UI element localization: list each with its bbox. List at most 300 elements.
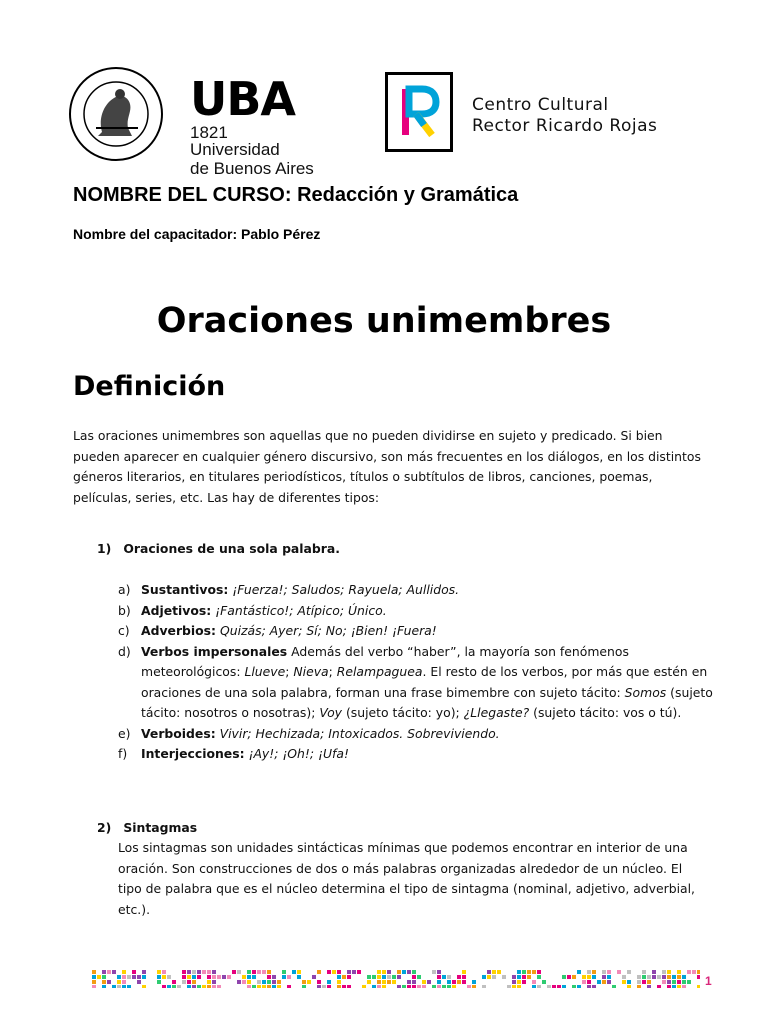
pattern-tile [282, 975, 286, 979]
pattern-tile [137, 975, 141, 979]
pattern-tile [677, 970, 681, 974]
subitem-text: ; [285, 664, 294, 679]
pattern-tile [452, 980, 456, 984]
pattern-tile [487, 975, 491, 979]
pattern-tile [287, 985, 291, 988]
pattern-tile [442, 975, 446, 979]
subitem-letter: c) [118, 623, 130, 638]
pattern-tile [637, 985, 641, 988]
pattern-tile [252, 975, 256, 979]
pattern-tile [587, 980, 591, 984]
pattern-tile [362, 985, 366, 988]
pattern-tile [347, 975, 351, 979]
pattern-tile [552, 985, 556, 988]
pattern-tile [672, 980, 676, 984]
pattern-tile [532, 985, 536, 988]
pattern-tile [327, 970, 331, 974]
pattern-tile [587, 985, 591, 988]
pattern-tile [267, 975, 271, 979]
pattern-tile [272, 985, 276, 988]
pattern-tile [337, 970, 341, 974]
pattern-tile [247, 985, 251, 988]
pattern-tile [112, 985, 116, 988]
pattern-tile [247, 970, 251, 974]
pattern-tile [637, 980, 641, 984]
pattern-tile [467, 985, 471, 988]
pattern-tile [287, 975, 291, 979]
pattern-tile [672, 985, 676, 988]
pattern-tile [257, 980, 261, 984]
pattern-tile [392, 980, 396, 984]
pattern-tile [592, 970, 596, 974]
pattern-tile [457, 980, 461, 984]
pattern-tile [172, 985, 176, 988]
pattern-tile [242, 975, 246, 979]
pattern-tile [637, 975, 641, 979]
pattern-tile [107, 980, 111, 984]
centro-line2: Rector Ricardo Rojas [472, 116, 658, 136]
pattern-tile [437, 970, 441, 974]
subitem-text: Además del verbo “haber”, la mayoría son fenómenos meteorológicos: [141, 643, 629, 679]
pattern-tile [502, 975, 506, 979]
pattern-tile [607, 970, 611, 974]
pattern-tile [512, 985, 516, 988]
pattern-tile [612, 985, 616, 988]
pattern-tile [262, 980, 266, 984]
document-title: Oraciones unimembres [156, 301, 612, 341]
subitem-label: Verbos impersonales [141, 643, 288, 659]
pattern-tile [592, 985, 596, 988]
pattern-tile [347, 985, 351, 988]
pattern-tile [622, 980, 626, 984]
pattern-tile [227, 975, 231, 979]
pattern-tile [237, 980, 241, 984]
pattern-tile [327, 980, 331, 984]
pattern-tile [412, 975, 416, 979]
pattern-tile [657, 975, 661, 979]
subitem-text: Quizás; Ayer; Sí; No; ¡Bien! ¡Fuera! [219, 623, 437, 638]
pattern-tile [127, 985, 131, 988]
pattern-tile [627, 980, 631, 984]
list-subitem [118, 724, 718, 745]
intro-paragraph: Las oraciones unimembres son aquellas que no pueden dividirse en sujeto y predicado. Si bien pueden aparecer en cualquier género discursivo, son más frecuentes en los diálogos, en los distintos géneros literarios, en titulares periodísticos, títulos o subtítulos de libros, canciones, poemas, películas, series, etc. Las hay de diferentes tipos: [73, 428, 701, 505]
pattern-tile [377, 980, 381, 984]
pattern-tile [672, 975, 676, 979]
pattern-tile [397, 985, 401, 988]
pattern-tile [352, 970, 356, 974]
pattern-tile [532, 980, 536, 984]
pattern-tile [277, 985, 281, 988]
pattern-tile [317, 985, 321, 988]
pattern-tile [187, 970, 191, 974]
pattern-tile [122, 975, 126, 979]
pattern-tile [662, 980, 666, 984]
pattern-tile [372, 975, 376, 979]
pattern-tile [402, 970, 406, 974]
pattern-tile [322, 985, 326, 988]
pattern-tile [187, 975, 191, 979]
uba-seal-logo [68, 66, 188, 162]
pattern-tile [377, 970, 381, 974]
pattern-tile [252, 985, 256, 988]
pattern-tile [392, 975, 396, 979]
pattern-tile [567, 975, 571, 979]
subitem-text: . El resto de los verbos, por más que estén en oraciones de una sola palabra, forman una frase bimembre con sujeto tácito: [141, 664, 708, 700]
uba-acronym: UBA [190, 72, 296, 126]
pattern-tile [192, 980, 196, 984]
pattern-tile [652, 975, 656, 979]
pattern-tile [592, 975, 596, 979]
pattern-tile [572, 985, 576, 988]
pattern-tile [647, 985, 651, 988]
pattern-tile [272, 975, 276, 979]
subtypes-list [118, 580, 718, 765]
subitem-text: ¡Fuerza!; Saludos; Rayuela; Aullidos. [232, 582, 460, 597]
pattern-tile [157, 975, 161, 979]
pattern-tile [157, 970, 161, 974]
pattern-tile [307, 980, 311, 984]
pattern-tile [412, 970, 416, 974]
pattern-tile [332, 970, 336, 974]
pattern-tile [367, 975, 371, 979]
page-number: 1 [705, 974, 712, 988]
subitem-letter: d) [118, 643, 131, 659]
pattern-tile [452, 985, 456, 988]
pattern-tile [177, 985, 181, 988]
uba-logo [190, 72, 320, 178]
pattern-tile [192, 970, 196, 974]
pattern-tile [462, 980, 466, 984]
pattern-tile [297, 970, 301, 974]
pattern-tile [462, 970, 466, 974]
pattern-tile [207, 975, 211, 979]
pattern-tile [522, 975, 526, 979]
pattern-tile [267, 980, 271, 984]
pattern-tile [582, 980, 586, 984]
pattern-tile [407, 970, 411, 974]
pattern-tile [647, 975, 651, 979]
pattern-tile [522, 980, 526, 984]
pattern-tile [267, 985, 271, 988]
centro-cultural-rr-logo [385, 72, 453, 152]
pattern-tile [142, 975, 146, 979]
pattern-tile [342, 985, 346, 988]
pattern-tile [517, 975, 521, 979]
pattern-tile [262, 970, 266, 974]
pattern-tile [117, 980, 121, 984]
pattern-tile [357, 970, 361, 974]
pattern-tile [312, 975, 316, 979]
pattern-tile [92, 970, 96, 974]
list-number: 1) [97, 541, 112, 556]
pattern-tile [377, 975, 381, 979]
pattern-tile [667, 985, 671, 988]
subitem-letter: e) [118, 725, 131, 741]
pattern-tile [447, 975, 451, 979]
pattern-tile [642, 980, 646, 984]
pattern-tile [607, 975, 611, 979]
list-subitem [118, 744, 718, 765]
pattern-tile [562, 985, 566, 988]
pattern-tile [587, 975, 591, 979]
pattern-tile [697, 970, 700, 974]
pattern-tile [232, 970, 236, 974]
pattern-tile [432, 970, 436, 974]
subitem-label: Sustantivos: [141, 582, 229, 597]
pattern-tile [607, 980, 611, 984]
pattern-tile [507, 985, 511, 988]
pattern-tile [422, 980, 426, 984]
pattern-tile [427, 980, 431, 984]
pattern-tile [602, 970, 606, 974]
subitem-text: Llueve [244, 664, 286, 679]
pattern-tile [377, 985, 381, 988]
pattern-tile [347, 970, 351, 974]
subitem-label: Adverbios: [141, 623, 217, 638]
pattern-tile [212, 985, 216, 988]
pattern-tile [207, 985, 211, 988]
pattern-tile [407, 985, 411, 988]
pattern-tile [212, 970, 216, 974]
pattern-tile [92, 975, 96, 979]
pattern-tile [547, 985, 551, 988]
pattern-tile [102, 980, 106, 984]
pattern-tile [497, 970, 501, 974]
pattern-tile [527, 970, 531, 974]
pattern-tile [517, 970, 521, 974]
pattern-tile [337, 985, 341, 988]
pattern-tile [627, 985, 631, 988]
pattern-tile [162, 970, 166, 974]
pattern-tile [262, 985, 266, 988]
pattern-tile [542, 980, 546, 984]
pattern-tile [527, 975, 531, 979]
pattern-tile [202, 970, 206, 974]
pattern-tile [302, 980, 306, 984]
pattern-tile [162, 985, 166, 988]
pattern-tile [512, 975, 516, 979]
pattern-tile [132, 970, 136, 974]
pattern-tile [217, 975, 221, 979]
pattern-tile [397, 970, 401, 974]
instructor-name: Nombre del capacitador: Pablo Pérez [73, 226, 321, 242]
pattern-tile [662, 970, 666, 974]
pattern-tile [432, 985, 436, 988]
pattern-tile [242, 980, 246, 984]
pattern-tile [642, 970, 646, 974]
pattern-tile [397, 975, 401, 979]
list-subitem [118, 642, 718, 724]
pattern-tile [317, 970, 321, 974]
pattern-tile [252, 970, 256, 974]
pattern-tile [112, 970, 116, 974]
list-subitem [118, 580, 718, 601]
subitem-label: Verboides: [141, 725, 216, 741]
rr-mark-icon [388, 75, 450, 149]
pattern-tile [207, 980, 211, 984]
pattern-tile [302, 985, 306, 988]
pattern-tile [387, 975, 391, 979]
pattern-tile [697, 975, 700, 979]
pattern-tile [267, 970, 271, 974]
pattern-tile [492, 970, 496, 974]
pattern-tile [272, 980, 276, 984]
pattern-tile [677, 980, 681, 984]
pattern-tile [437, 975, 441, 979]
pattern-tile [102, 975, 106, 979]
pattern-tile [172, 980, 176, 984]
pattern-tile [687, 980, 691, 984]
pattern-tile [282, 970, 286, 974]
subitem-label: Interjecciones: [141, 746, 245, 761]
pattern-tile [537, 985, 541, 988]
pattern-tile [482, 985, 486, 988]
pattern-tile [667, 980, 671, 984]
pattern-tile [687, 970, 691, 974]
pattern-tile [407, 980, 411, 984]
pattern-tile [162, 975, 166, 979]
pattern-tile [557, 985, 561, 988]
subitem-text: Vivir; Hechizada; Intoxicados. Sobreviviendo. [219, 725, 500, 741]
pattern-tile [522, 970, 526, 974]
list-subitem [118, 601, 718, 622]
subitem-text: ¡Fantástico!; Atípico; Único. [215, 602, 387, 618]
subitem-text: Nieva [293, 664, 329, 679]
pattern-tile [382, 970, 386, 974]
pattern-tile [222, 975, 226, 979]
pattern-tile [187, 980, 191, 984]
pattern-tile [677, 975, 681, 979]
pattern-tile [582, 975, 586, 979]
subitem-text: Relampaguea [336, 664, 423, 679]
pattern-tile [412, 985, 416, 988]
pattern-tile [472, 980, 476, 984]
pattern-tile [532, 970, 536, 974]
pattern-tile [157, 980, 161, 984]
pattern-tile [142, 970, 146, 974]
pattern-tile [192, 985, 196, 988]
pattern-tile [97, 975, 101, 979]
pattern-tile [442, 985, 446, 988]
pattern-tile [622, 975, 626, 979]
sintagmas-paragraph: Los sintagmas son unidades sintácticas mínimas que podemos encontrar en interior de una oración. Son construcciones de dos o más palabras organizadas alrededor de un núcleo. El tipo de palabra que es el núcleo determina el tipo de sintagma (nominal, adjetivo, adverbial, etc.). [118, 840, 695, 917]
pattern-tile [422, 985, 426, 988]
pattern-tile [537, 975, 541, 979]
subitem-text: ¿Llegaste? [463, 705, 530, 720]
pattern-tile [122, 980, 126, 984]
pattern-tile [692, 970, 696, 974]
list-title: Sintagmas [123, 820, 198, 835]
pattern-tile [447, 980, 451, 984]
pattern-tile [517, 980, 521, 984]
pattern-tile [167, 975, 171, 979]
pattern-tile [647, 980, 651, 984]
pattern-tile [367, 980, 371, 984]
pattern-tile [382, 975, 386, 979]
pattern-tile [247, 975, 251, 979]
subitem-letter: f) [118, 746, 128, 761]
pattern-tile [402, 985, 406, 988]
pattern-tile [117, 975, 121, 979]
subitem-label: Adjetivos: [141, 602, 212, 618]
pattern-tile [387, 970, 391, 974]
centro-cultural-name [472, 95, 657, 137]
pattern-tile [562, 975, 566, 979]
pattern-tile [472, 985, 476, 988]
pattern-tile [337, 980, 341, 984]
decorative-footer-pattern [92, 970, 700, 988]
pattern-tile [127, 975, 131, 979]
section-heading: Definición [73, 371, 226, 402]
pattern-tile [447, 985, 451, 988]
pattern-tile [462, 975, 466, 979]
subitem-letter: b) [118, 602, 131, 618]
list-number: 2) [97, 820, 112, 835]
pattern-tile [327, 985, 331, 988]
pattern-tile [697, 985, 700, 988]
centro-line1: Centro Cultural [472, 95, 609, 115]
pattern-tile [492, 975, 496, 979]
pattern-tile [682, 975, 686, 979]
pattern-tile [137, 980, 141, 984]
subitem-text: ¡Ay!; ¡Oh!; ¡Ufa! [248, 746, 349, 761]
pattern-tile [577, 985, 581, 988]
subitem-letter: a) [118, 582, 131, 597]
pattern-tile [662, 975, 666, 979]
pattern-tile [682, 980, 686, 984]
pattern-tile [197, 970, 201, 974]
pattern-tile [117, 985, 121, 988]
pattern-tile [387, 980, 391, 984]
pattern-tile [627, 970, 631, 974]
pattern-tile [237, 970, 241, 974]
pattern-tile [642, 975, 646, 979]
list-item-1-heading [97, 539, 717, 560]
pattern-tile [212, 980, 216, 984]
pattern-tile [107, 970, 111, 974]
pattern-tile [342, 975, 346, 979]
pattern-tile [297, 975, 301, 979]
pattern-tile [437, 980, 441, 984]
pattern-tile [667, 970, 671, 974]
pattern-tile [652, 970, 656, 974]
list-subitem [118, 621, 718, 642]
pattern-tile [142, 985, 146, 988]
pattern-tile [192, 975, 196, 979]
list-item-2-heading [97, 818, 717, 839]
pattern-tile [132, 975, 136, 979]
pattern-tile [417, 985, 421, 988]
pattern-tile [257, 970, 261, 974]
pattern-tile [122, 985, 126, 988]
pattern-tile [457, 975, 461, 979]
pattern-tile [277, 980, 281, 984]
pattern-tile [182, 980, 186, 984]
pattern-tile [617, 970, 621, 974]
course-title: NOMBRE DEL CURSO: Redacción y Gramática [73, 184, 519, 206]
pattern-tile [517, 985, 521, 988]
pattern-tile [217, 985, 221, 988]
pattern-tile [512, 980, 516, 984]
pattern-tile [102, 970, 106, 974]
pattern-tile [667, 975, 671, 979]
subitem-text: (sujeto tácito: yo); [342, 705, 464, 720]
pattern-tile [602, 975, 606, 979]
pattern-tile [577, 970, 581, 974]
list-title: Oraciones de una sola palabra. [123, 541, 340, 556]
pattern-tile [197, 975, 201, 979]
pattern-tile [382, 980, 386, 984]
